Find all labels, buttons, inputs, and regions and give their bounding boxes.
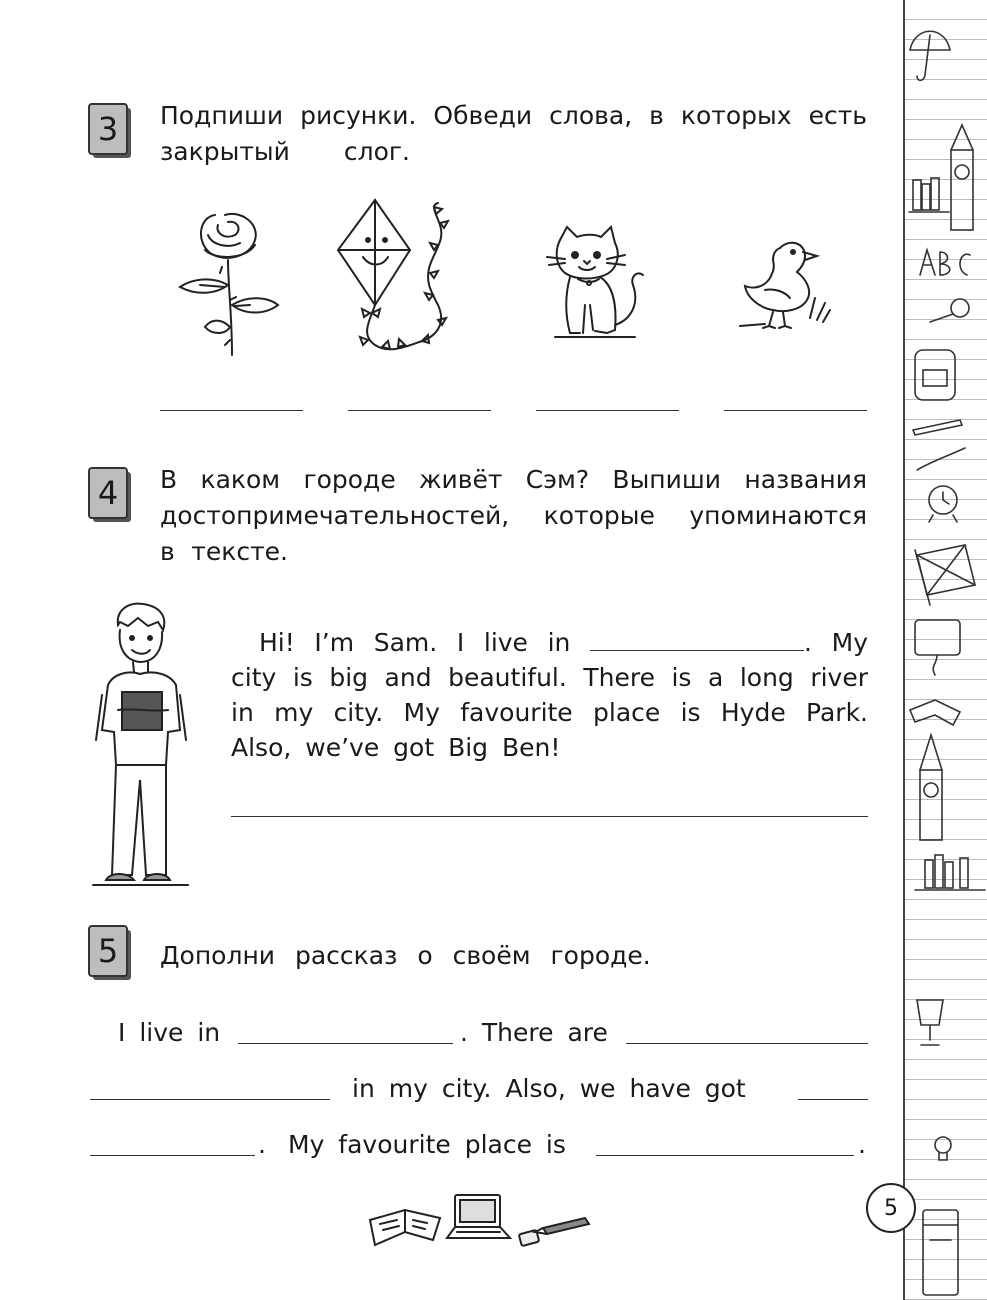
alarm-clock-icon xyxy=(929,486,957,522)
answer-line[interactable] xyxy=(90,1099,330,1100)
open-book-icon xyxy=(370,1210,440,1245)
story-after-blank: . My city is big and beautiful. There is a long river in my city. My favourite place is Hyde Park. Also, we’ve got Big Ben! xyxy=(231,628,869,762)
answer-line[interactable] xyxy=(231,816,868,817)
task-number: 5 xyxy=(97,932,119,970)
answer-line[interactable] xyxy=(238,1043,453,1044)
open-book-icon xyxy=(910,700,960,725)
trophy-icon xyxy=(917,1000,943,1045)
tablet-icon xyxy=(915,620,960,675)
task-number-badge xyxy=(88,467,132,523)
big-ben-icon xyxy=(920,735,942,840)
task3-instruction-line2: закрытый слог. xyxy=(160,137,410,166)
row1-text-a: I live in xyxy=(118,1018,221,1047)
answer-line[interactable] xyxy=(596,1155,854,1156)
task-number-badge xyxy=(88,925,132,981)
answer-line[interactable] xyxy=(90,1155,255,1156)
laptop-icon xyxy=(447,1195,510,1238)
page-number: 5 xyxy=(866,1183,916,1233)
answer-line[interactable] xyxy=(798,1099,868,1100)
answer-line[interactable] xyxy=(626,1043,868,1044)
pencil-icon xyxy=(913,420,962,435)
row3-text-b: My favourite place is xyxy=(288,1130,566,1159)
story-before-blank: Hi! I’m Sam. I live in xyxy=(259,628,571,657)
task5-instruction: Дополни рассказ о своём городе. xyxy=(160,941,651,970)
boy-with-books-illustration xyxy=(88,600,198,895)
task4-instruction-line1: В каком городе живёт Сэм? Выпиши названия xyxy=(160,465,867,494)
row2-text-a: in my city. Also, we have got xyxy=(352,1074,746,1103)
books-icon xyxy=(915,855,985,890)
books-icon xyxy=(909,178,949,212)
task4-instruction-line2: достопримечательностей, которые упоминаются xyxy=(160,501,867,530)
row3-text-a: . xyxy=(258,1130,266,1159)
task-number-badge xyxy=(88,103,132,159)
kite-icon xyxy=(330,195,470,365)
answer-line[interactable] xyxy=(536,410,679,411)
london-icon xyxy=(917,448,965,470)
answer-line[interactable] xyxy=(160,410,303,411)
story-text xyxy=(231,625,868,765)
task3-instruction-line1: Подпиши рисунки. Обведи слова, в которых есть xyxy=(160,101,867,130)
abc-icon xyxy=(920,250,970,275)
cat-icon xyxy=(545,225,650,345)
lightbulb-icon xyxy=(935,1137,951,1160)
answer-line[interactable] xyxy=(724,410,867,411)
big-ben-icon xyxy=(951,125,973,230)
row3-text-c: . xyxy=(858,1130,866,1159)
pen-icon xyxy=(535,1218,589,1234)
answer-line[interactable] xyxy=(590,649,804,651)
row1-text-b: . There are xyxy=(460,1018,608,1047)
uk-flag-icon xyxy=(915,545,975,605)
duck-icon xyxy=(735,238,835,333)
umbrella-icon xyxy=(910,31,950,80)
rose-icon xyxy=(170,205,285,360)
strip-doodles xyxy=(905,0,987,1300)
postbox-icon xyxy=(923,1210,958,1295)
bottom-school-supplies xyxy=(365,1190,595,1255)
magnifier-icon xyxy=(930,299,969,322)
backpack-icon xyxy=(915,350,955,400)
task4-instruction-line3: в тексте. xyxy=(160,537,288,566)
task-number: 3 xyxy=(97,110,119,148)
answer-line[interactable] xyxy=(348,410,491,411)
task-number: 4 xyxy=(97,474,119,512)
